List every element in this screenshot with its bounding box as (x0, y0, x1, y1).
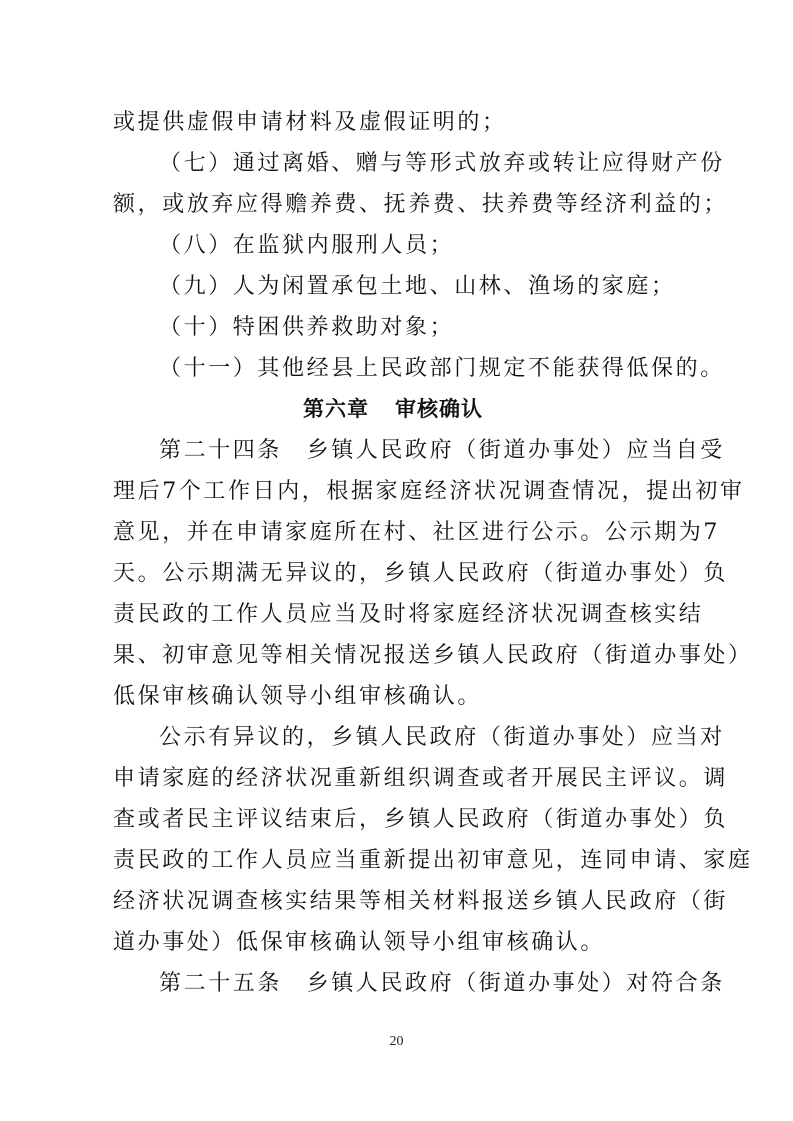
objection-paragraph-line: 申请家庭的经济状况重新组织调查或者开展民主评议。调 (113, 766, 729, 791)
article-25-line: 第二十五条 乡镇人民政府（街道办事处）对符合条 (159, 971, 725, 996)
chapter-number: 第六章 (303, 397, 369, 421)
chapter-title: 审核确认 (395, 397, 483, 421)
article-24-line: 果、初审意见等相关情况报送乡镇人民政府（街道办事处） (113, 643, 753, 668)
text-line: 额，或放弃应得赡养费、抚养费、扶养费等经济利益的； (113, 192, 729, 217)
objection-paragraph-line: 查或者民主评议结束后，乡镇人民政府（街道办事处）负 (113, 807, 729, 832)
list-item-7: （七）通过离婚、赠与等形式放弃或转让应得财产份 (159, 151, 725, 176)
objection-paragraph-line: 道办事处）低保审核确认领导小组审核确认。 (113, 930, 606, 955)
article-24-line: 第二十四条 乡镇人民政府（街道办事处）应当自受 (159, 438, 725, 463)
objection-paragraph-line: 责民政的工作人员应当重新提出初审意见，连同申请、家庭 (113, 848, 753, 873)
chapter-heading (113, 390, 673, 431)
text-line: 或提供虚假申请材料及虚假证明的； (113, 110, 507, 135)
objection-paragraph-line: 经济状况调查核实结果等相关材料报送乡镇人民政府（街 (113, 889, 729, 914)
article-24-line: 低保审核确认领导小组审核确认。 (113, 684, 483, 709)
document-body (113, 103, 753, 1005)
article-24-line: 理后7个工作日内，根据家庭经济状况调查情况，提出初审 (113, 479, 745, 504)
article-24-line: 责民政的工作人员应当及时将家庭经济状况调查核实结 (113, 602, 704, 627)
list-item-11: （十一）其他经县上民政部门规定不能获得低保的。 (159, 356, 725, 381)
list-item-10: （十）特困供养救助对象； (159, 315, 455, 340)
article-24-line: 意见，并在申请家庭所在村、社区进行公示。公示期为7 (113, 520, 720, 545)
article-24-line: 天。公示期满无异议的，乡镇人民政府（街道办事处）负 (113, 561, 729, 586)
list-item-8: （八）在监狱内服刑人员； (159, 233, 455, 258)
page-number: 20 (389, 1034, 404, 1049)
list-item-9: （九）人为闲置承包土地、山林、渔场的家庭； (159, 274, 676, 299)
objection-paragraph-line: 公示有异议的，乡镇人民政府（街道办事处）应当对 (159, 725, 725, 750)
